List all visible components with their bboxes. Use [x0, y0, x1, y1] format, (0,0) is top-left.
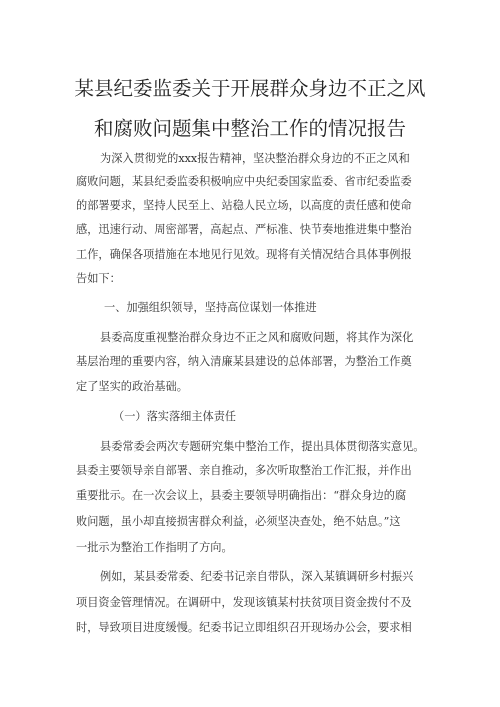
body-paragraph-line: 定了坚实的政治基础。: [76, 380, 188, 393]
body-paragraph-line: 县委主要领导亲自部署、亲自推动，多次听取整治工作汇报，并作出: [76, 464, 412, 477]
body-paragraph-line: 时，导致项目进度缓慢。纪委书记立即组织召开现场办公会，要求相: [76, 621, 412, 634]
body-paragraph-line: 项目资金管理情况。在调研中，发现该镇某村扶贫项目资金拨付不及: [76, 596, 412, 609]
body-paragraph-line: 败问题，虽小却直接损害群众利益，必须坚决查处，绝不姑息。”这: [76, 515, 401, 528]
subsection-heading: （一）落实落细主体责任: [113, 410, 237, 423]
body-paragraph-line: 感，迅速行动、周密部署，高起点、严标准、快节奏地推进集中整治: [76, 223, 412, 236]
body-paragraph-line: 一批示为整治工作指明了方向。: [76, 541, 233, 554]
body-paragraph-line: 基层治理的重要内容，纳入清廉某县建设的总体部署，为整治工作奠: [76, 355, 412, 368]
body-paragraph-line: 为深入贯彻党的xxx报告精神，坚决整治群众身边的不正之风和: [100, 152, 410, 165]
body-paragraph-line: 告如下：: [76, 272, 121, 285]
body-paragraph-line: 的部署要求，坚持人民至上、站稳人民立场，以高度的责任感和使命: [76, 199, 412, 212]
body-paragraph-line: 腐败问题，某县纪委监委积极响应中央纪委国家监委、省市纪委监委: [76, 175, 412, 188]
document-title-line-2: 和腐败问题集中整治工作的情况报告: [93, 117, 406, 140]
section-heading: 一、加强组织领导，坚持高位谋划一体推进: [104, 301, 317, 314]
body-paragraph-line: 例如，某县委常委、纪委书记亲自带队，深入某镇调研乡村振兴: [100, 570, 414, 583]
body-paragraph-line: 县委高度重视整治群众身边不正之风和腐败问题，将其作为深化: [100, 331, 414, 344]
body-paragraph-line: 工作，确保各项措施在本地见行见效。现将有关情况结合具体事例报: [76, 248, 412, 261]
body-paragraph-line: 县委常委会两次专题研究集中整治工作，提出具体贯彻落实意见。: [100, 440, 425, 453]
body-paragraph-line: 重要批示。在一次会议上，县委主要领导明确指出：“群众身边的腐: [76, 489, 407, 502]
document-title-line-1: 某县纪委监委关于开展群众身边不正之风: [74, 77, 426, 100]
